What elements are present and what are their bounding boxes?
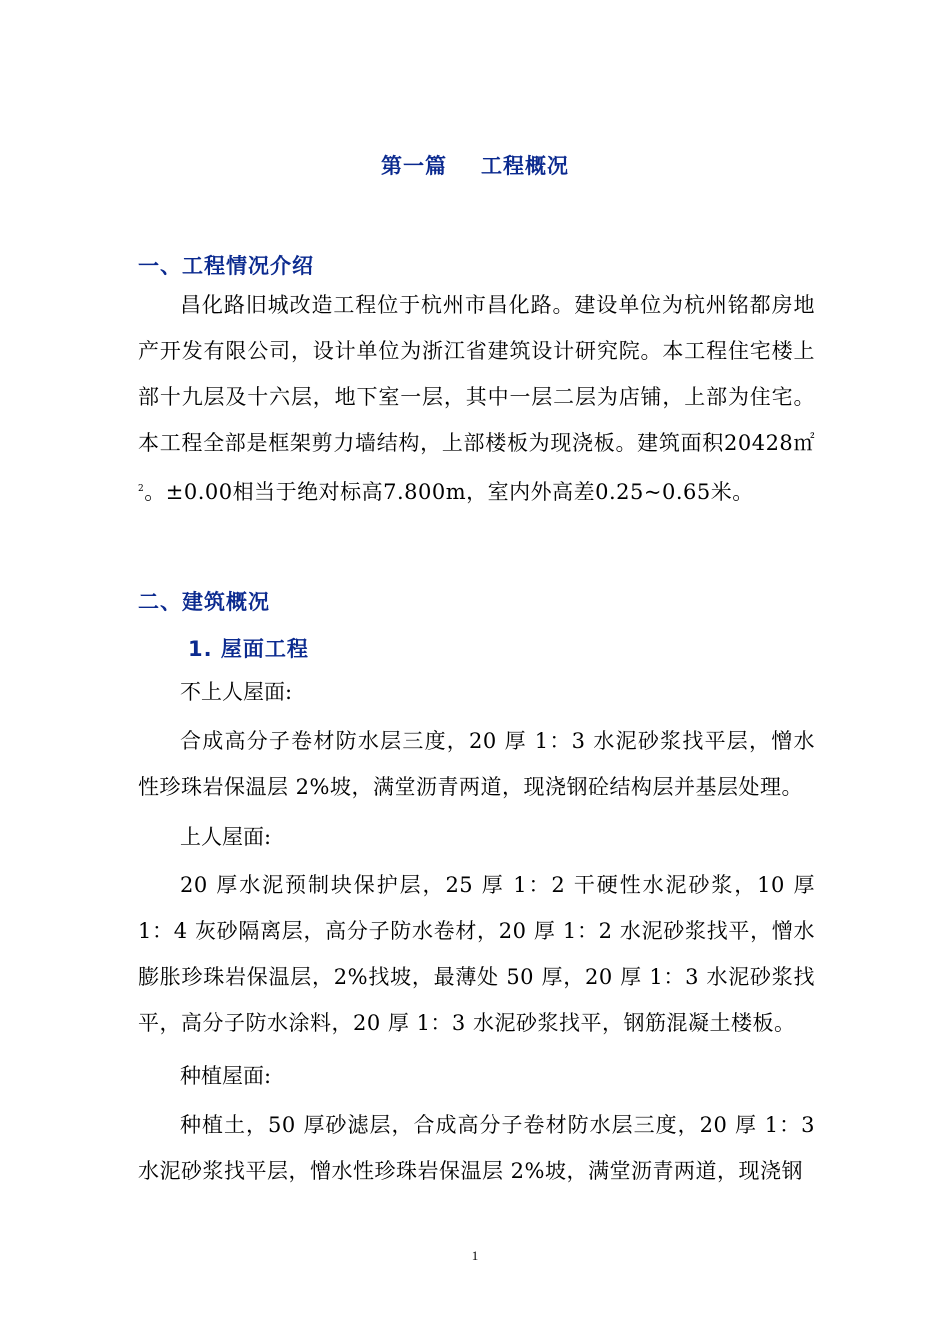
document-title [0,150,950,180]
roof-text-planted: 种植土，50 厚砂滤层，合成高分子卷材防水层三度，20 厚 1：3 水泥砂浆找平层，憎水性珍珠岩保温层 2%坡，满堂沥青两道，现浇钢 [138,1113,815,1183]
page-number: 1 [471,1248,479,1263]
title-part-chapter: 第一篇 [381,154,447,178]
roof-text-non-accessible: 合成高分子卷材防水层三度，20 厚 1：3 水泥砂浆找平层，憎水性珍珠岩保温层 2%坡，满堂沥青两道，现浇钢砼结构层并基层处理。 [138,729,815,799]
subsection-heading-roof: 1. 屋面工程 [188,637,309,661]
intro-text: 昌化路旧城改造工程位于杭州市昌化路。建设单位为杭州铭都房地产开发有限公司，设计单位为浙江省建筑设计研究院。本工程住宅楼上部十九层及十六层，地下室一层，其中一层二层为店铺，上部为住宅。本工程全部是框架剪力墙结构，上部楼板为现浇板。建筑面积 [138,293,815,455]
roof-label-planted: 种植屋面: [180,1064,272,1088]
roof-label-non-accessible: 不上人屋面: [180,680,293,704]
area-value: 20428㎡ [723,431,815,455]
area-superscript: 2 [138,484,145,494]
section-paragraph-project-intro [138,282,815,515]
section-heading-architecture: 二、建筑概况 [138,590,270,614]
roof-text-accessible: 20 厚水泥预制块保护层，25 厚 1：2 干硬性水泥砂浆，10 厚 1：4 灰砂隔离层，高分子防水卷材，20 厚 1：2 水泥砂浆找平，憎水膨胀珍珠岩保温层，2%找坡，最薄处 50 厚，20 厚 1：3 水泥砂浆找平，高分子防水涂料，20 厚 1：3 水泥砂浆找平，钢筋混凝土楼板。 [138,873,815,1035]
intro-text-tail: 。±0.00相当于绝对标高7.800m，室内外高差0.25~0.65米。 [144,480,754,504]
roof-label-accessible: 上人屋面: [180,825,272,849]
section-heading-project-intro: 一、工程情况介绍 [138,254,314,278]
title-part-topic: 工程概况 [481,154,569,178]
